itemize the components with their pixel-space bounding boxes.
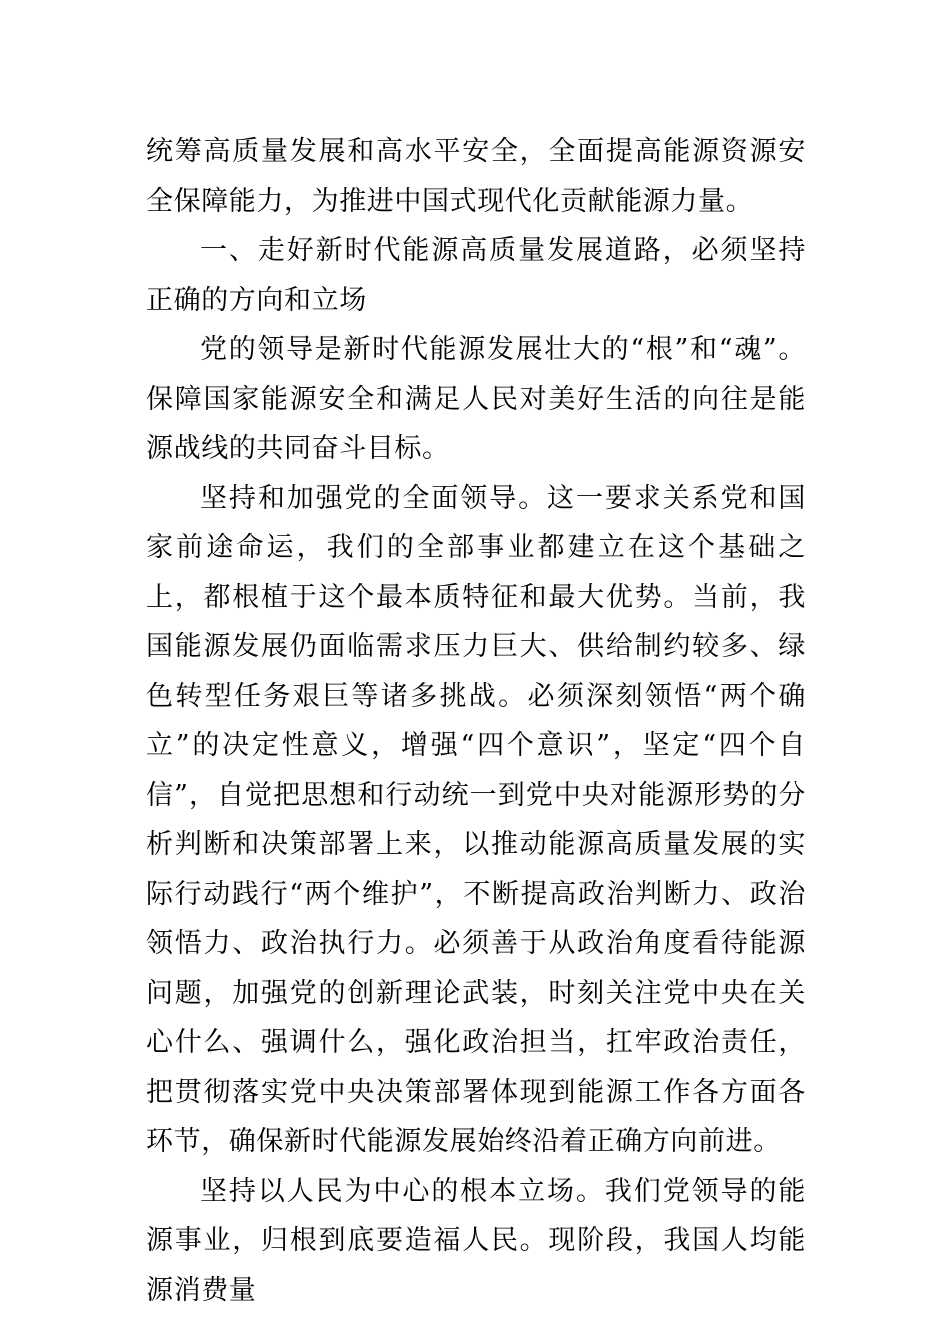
paragraph-party-leadership: 党的领导是新时代能源发展壮大的“根”和“魂”。保障国家能源安全和满足人民对美好生活的向往是能源战线的共同奋斗目标。 — [146, 334, 806, 464]
paragraph-people-centered: 坚持以人民为中心的根本立场。我们党领导的能源事业，归根到底要造福人民。现阶段，我国人均能源消费量 — [146, 1175, 806, 1306]
paragraph-continuation: 统筹高质量发展和高水平安全，全面提高能源资源安全保障能力，为推进中国式现代化贡献能源力量。 — [146, 136, 806, 217]
document-body — [146, 127, 806, 1315]
section-heading: 一、走好新时代能源高质量发展道路，必须坚持正确的方向和立场 — [146, 235, 806, 316]
paragraph-comprehensive-leadership: 坚持和加强党的全面领导。这一要求关系党和国家前途命运，我们的全部事业都建立在这个基础之上，都根植于这个最本质特征和最大优势。当前，我国能源发展仍面临需求压力巨大、供给制约较多、绿色转型任务艰巨等诸多挑战。必须深刻领悟“两个确立”的决定性意义，增强“四个意识”，坚定“四个自信”，自觉把思想和行动统一到党中央对能源形势的分析判断和决策部署上来，以推动能源高质量发展的实际行动践行“两个维护”，不断提高政治判断力、政治领悟力、政治执行力。必须善于从政治角度看待能源问题，加强党的创新理论武装，时刻关注党中央在关心什么、强调什么，强化政治担当，扛牢政治责任，把贯彻落实党中央决策部署体现到能源工作各方面各环节，确保新时代能源发展始终沿着正确方向前进。 — [146, 482, 806, 1157]
